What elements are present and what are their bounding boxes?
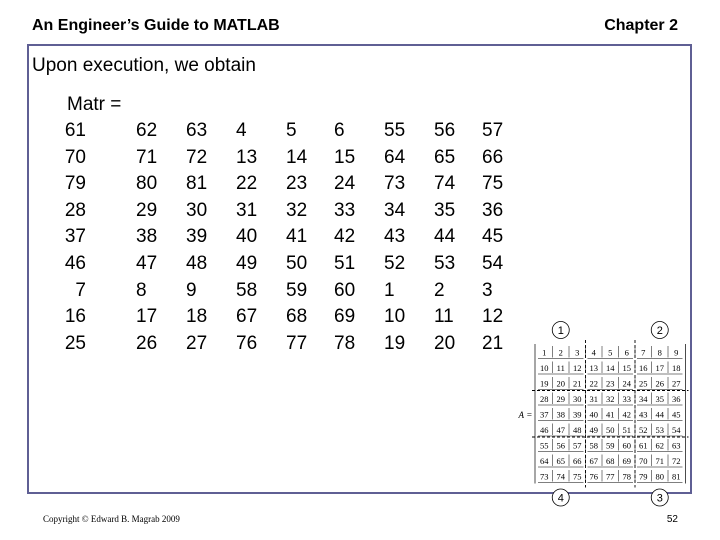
matrix-cell: 57 <box>482 120 504 141</box>
matrix-cell: 65 <box>434 146 456 168</box>
grid-cell: 78 <box>622 471 631 482</box>
grid-cell: 44 <box>655 409 664 420</box>
matrix-cell: 19 <box>384 332 406 354</box>
matrix-cell: 36 <box>482 199 504 221</box>
matrix-cell: 50 <box>286 253 308 274</box>
grid-cell: 13 <box>589 362 598 373</box>
matrix-cell: 45 <box>482 226 504 248</box>
grid-cell: 72 <box>672 455 681 466</box>
grid-cell: 62 <box>655 440 664 451</box>
grid-cell: 64 <box>540 455 549 466</box>
matrix-cell: 66 <box>482 146 504 168</box>
matrix-cell: 22 <box>236 173 258 195</box>
grid-cell: 14 <box>606 362 615 373</box>
grid-cell: 63 <box>672 440 681 451</box>
matrix-cell: 49 <box>236 253 258 274</box>
grid-cell: 56 <box>556 440 565 451</box>
matrix-cell: 7 <box>75 279 86 301</box>
block-label: 3 <box>656 492 663 505</box>
grid-cell: 59 <box>606 440 615 451</box>
grid-cell: 53 <box>655 424 664 435</box>
matrix-cell: 51 <box>334 253 356 274</box>
grid-cell: 10 <box>540 362 549 373</box>
grid-cell: 47 <box>556 424 565 435</box>
grid-cell: 20 <box>556 378 565 389</box>
matrix-cell: 3 <box>482 279 493 301</box>
grid-cell: 7 <box>641 347 646 358</box>
grid-cell: 37 <box>540 409 549 420</box>
matrix-cell: 74 <box>434 173 456 195</box>
grid-cell: 39 <box>573 409 582 420</box>
matrix-cell: 1 <box>384 279 395 301</box>
matrix-cell: 62 <box>136 120 158 141</box>
matrix-cell: 61 <box>64 120 86 141</box>
grid-cell: 54 <box>672 424 681 435</box>
matrix-cell: 6 <box>334 120 345 141</box>
matrix-name-label: A <box>518 409 524 420</box>
matrix-cell: 44 <box>434 226 456 248</box>
matrix-label: Matr = <box>67 94 122 115</box>
matrix-cell: 47 <box>136 253 158 274</box>
grid-cell: 35 <box>655 393 664 404</box>
matrix-cell: 14 <box>286 146 308 168</box>
matrix-cell: 59 <box>286 279 308 301</box>
grid-cell: 30 <box>573 393 582 404</box>
matrix-cell: 80 <box>136 173 158 195</box>
page-number: 52 <box>666 514 678 525</box>
grid-cell: 25 <box>639 378 648 389</box>
block-label: 2 <box>656 325 663 337</box>
grid-cell: 33 <box>622 393 631 404</box>
grid-cell: 60 <box>622 440 631 451</box>
grid-cell: 3 <box>575 347 580 358</box>
grid-cell: 42 <box>622 409 631 420</box>
matrix-cell: 72 <box>186 146 208 168</box>
grid-cell: 74 <box>556 471 565 482</box>
grid-cell: 77 <box>606 471 615 482</box>
matrix-cell: 26 <box>136 332 158 354</box>
matrix-cell: 37 <box>64 226 86 248</box>
matrix-cell: 25 <box>64 332 86 354</box>
grid-cell: 34 <box>639 393 648 404</box>
matrix-cell: 34 <box>384 199 406 221</box>
matrix-cell: 56 <box>434 120 456 141</box>
grid-cell: 58 <box>589 440 598 451</box>
grid-cell: 70 <box>639 455 648 466</box>
matrix-cell: 2 <box>434 279 445 301</box>
matrix-cell: 23 <box>286 173 308 195</box>
grid-cell: 8 <box>657 347 662 358</box>
grid-cell: 23 <box>606 378 615 389</box>
matrix-cell: 42 <box>334 226 356 248</box>
grid-cell: 81 <box>672 471 681 482</box>
matrix-cell: 52 <box>384 253 406 274</box>
grid-cell: 71 <box>655 455 664 466</box>
matrix-cell: 39 <box>186 226 208 248</box>
grid-cell: 66 <box>573 455 582 466</box>
grid-cell: 28 <box>540 393 549 404</box>
matrix-cell: 63 <box>186 120 208 141</box>
matrix-cell: 8 <box>136 279 147 301</box>
matrix-cell: 13 <box>236 146 258 168</box>
grid-cell: 21 <box>573 378 582 389</box>
matrix-cell: 16 <box>64 306 86 328</box>
matrix-cell: 15 <box>334 146 356 168</box>
grid-cell: 73 <box>540 471 549 482</box>
copyright: Copyright © Edward B. Magrab 2009 <box>43 514 180 524</box>
matrix-cell: 20 <box>434 332 456 354</box>
grid-cell: 75 <box>573 471 582 482</box>
grid-cell: 43 <box>639 409 648 420</box>
equals-sign: = <box>526 409 532 420</box>
grid-cell: 79 <box>639 471 648 482</box>
matrix-cell: 24 <box>334 173 356 195</box>
matrix-cell: 55 <box>384 120 406 141</box>
matrix-cell: 76 <box>236 332 258 354</box>
matrix-cell: 17 <box>136 306 158 328</box>
matrix-cell: 35 <box>434 199 456 221</box>
intro-text: Upon execution, we obtain <box>32 55 256 76</box>
grid-cell: 12 <box>573 362 582 373</box>
matrix-cell: 81 <box>186 173 208 195</box>
matrix-cell: 41 <box>286 226 308 248</box>
grid-cell: 22 <box>589 378 598 389</box>
matrix-cell: 78 <box>334 332 356 354</box>
matrix-cell: 79 <box>64 173 86 195</box>
grid-cell: 9 <box>674 347 679 358</box>
matrix-cell: 70 <box>64 146 86 168</box>
chapter-label: Chapter 2 <box>604 17 678 34</box>
grid-cell: 48 <box>573 424 582 435</box>
block-label: 4 <box>557 492 564 505</box>
grid-cell: 15 <box>622 362 631 373</box>
grid-cell: 69 <box>622 455 631 466</box>
book-title: An Engineer’s Guide to MATLAB <box>32 17 280 34</box>
matrix-cell: 40 <box>236 226 258 248</box>
grid-cell: 41 <box>606 409 615 420</box>
matrix-cell: 29 <box>136 199 158 221</box>
matrix-cell: 27 <box>186 332 208 354</box>
matrix-cell: 31 <box>236 199 258 221</box>
matrix-cell: 38 <box>136 226 158 248</box>
matrix-cell: 43 <box>384 226 406 248</box>
grid-cell: 49 <box>589 424 598 435</box>
grid-cell: 38 <box>556 409 565 420</box>
matrix-cell: 60 <box>334 279 356 301</box>
matrix-cell: 4 <box>236 120 247 141</box>
grid-cell: 4 <box>591 347 596 358</box>
matrix-cell: 69 <box>334 306 356 328</box>
grid-cell: 6 <box>624 347 629 358</box>
block-partition-diagram <box>512 318 702 505</box>
matrix-cell: 5 <box>286 120 297 141</box>
grid-cell: 18 <box>672 362 681 373</box>
grid-cell: 45 <box>672 409 681 420</box>
matrix-cell: 71 <box>136 146 158 168</box>
matrix-cell: 12 <box>482 306 504 328</box>
matrix-cell: 68 <box>286 306 308 328</box>
matrix-cell: 11 <box>434 306 454 328</box>
matrix-cell: 21 <box>482 332 504 354</box>
grid-cell: 76 <box>589 471 598 482</box>
grid-cell: 11 <box>556 362 565 373</box>
grid-cell: 24 <box>622 378 631 389</box>
grid-cell: 29 <box>556 393 565 404</box>
grid-cell: 51 <box>622 424 631 435</box>
grid-cell: 57 <box>573 440 582 451</box>
matrix-cell: 32 <box>286 199 308 221</box>
matrix-cell: 54 <box>482 253 504 274</box>
grid-cell: 68 <box>606 455 615 466</box>
matrix-cell: 30 <box>186 199 208 221</box>
grid-cell: 40 <box>589 409 598 420</box>
grid-cell: 32 <box>606 393 615 404</box>
grid-cell: 27 <box>672 378 681 389</box>
grid-cell: 61 <box>639 440 648 451</box>
grid-cell: 67 <box>589 455 598 466</box>
matrix-cell: 73 <box>384 173 406 195</box>
grid-cell: 52 <box>639 424 648 435</box>
grid-cell: 16 <box>639 362 648 373</box>
matrix-cell: 64 <box>384 146 406 168</box>
matrix-cell: 58 <box>236 279 258 301</box>
matrix-cell: 33 <box>334 199 356 221</box>
matrix-cell: 18 <box>186 306 208 328</box>
grid-cell: 17 <box>655 362 664 373</box>
block-label: 1 <box>557 325 564 337</box>
matrix-cell: 28 <box>64 199 86 221</box>
grid-cell: 36 <box>672 393 681 404</box>
matrix-cell: 48 <box>186 253 208 274</box>
grid-cell: 55 <box>540 440 549 451</box>
matrix-cell: 67 <box>236 306 258 328</box>
matrix-cell: 53 <box>434 253 456 274</box>
grid-cell: 80 <box>655 471 664 482</box>
matrix-cell: 77 <box>286 332 308 354</box>
grid-cell: 19 <box>540 378 549 389</box>
grid-cell: 65 <box>556 455 565 466</box>
grid-cell: 5 <box>608 347 613 358</box>
matrix-cell: 46 <box>64 253 86 274</box>
grid-cell: 26 <box>655 378 664 389</box>
grid-cell: 31 <box>589 393 598 404</box>
matrix-cell: 9 <box>186 279 197 301</box>
grid-cell: 46 <box>540 424 549 435</box>
grid-cell: 50 <box>606 424 615 435</box>
grid-cell: 1 <box>542 347 547 358</box>
matrix-cell: 10 <box>384 306 406 328</box>
matrix-cell: 75 <box>482 173 504 195</box>
grid-cell: 2 <box>558 347 563 358</box>
